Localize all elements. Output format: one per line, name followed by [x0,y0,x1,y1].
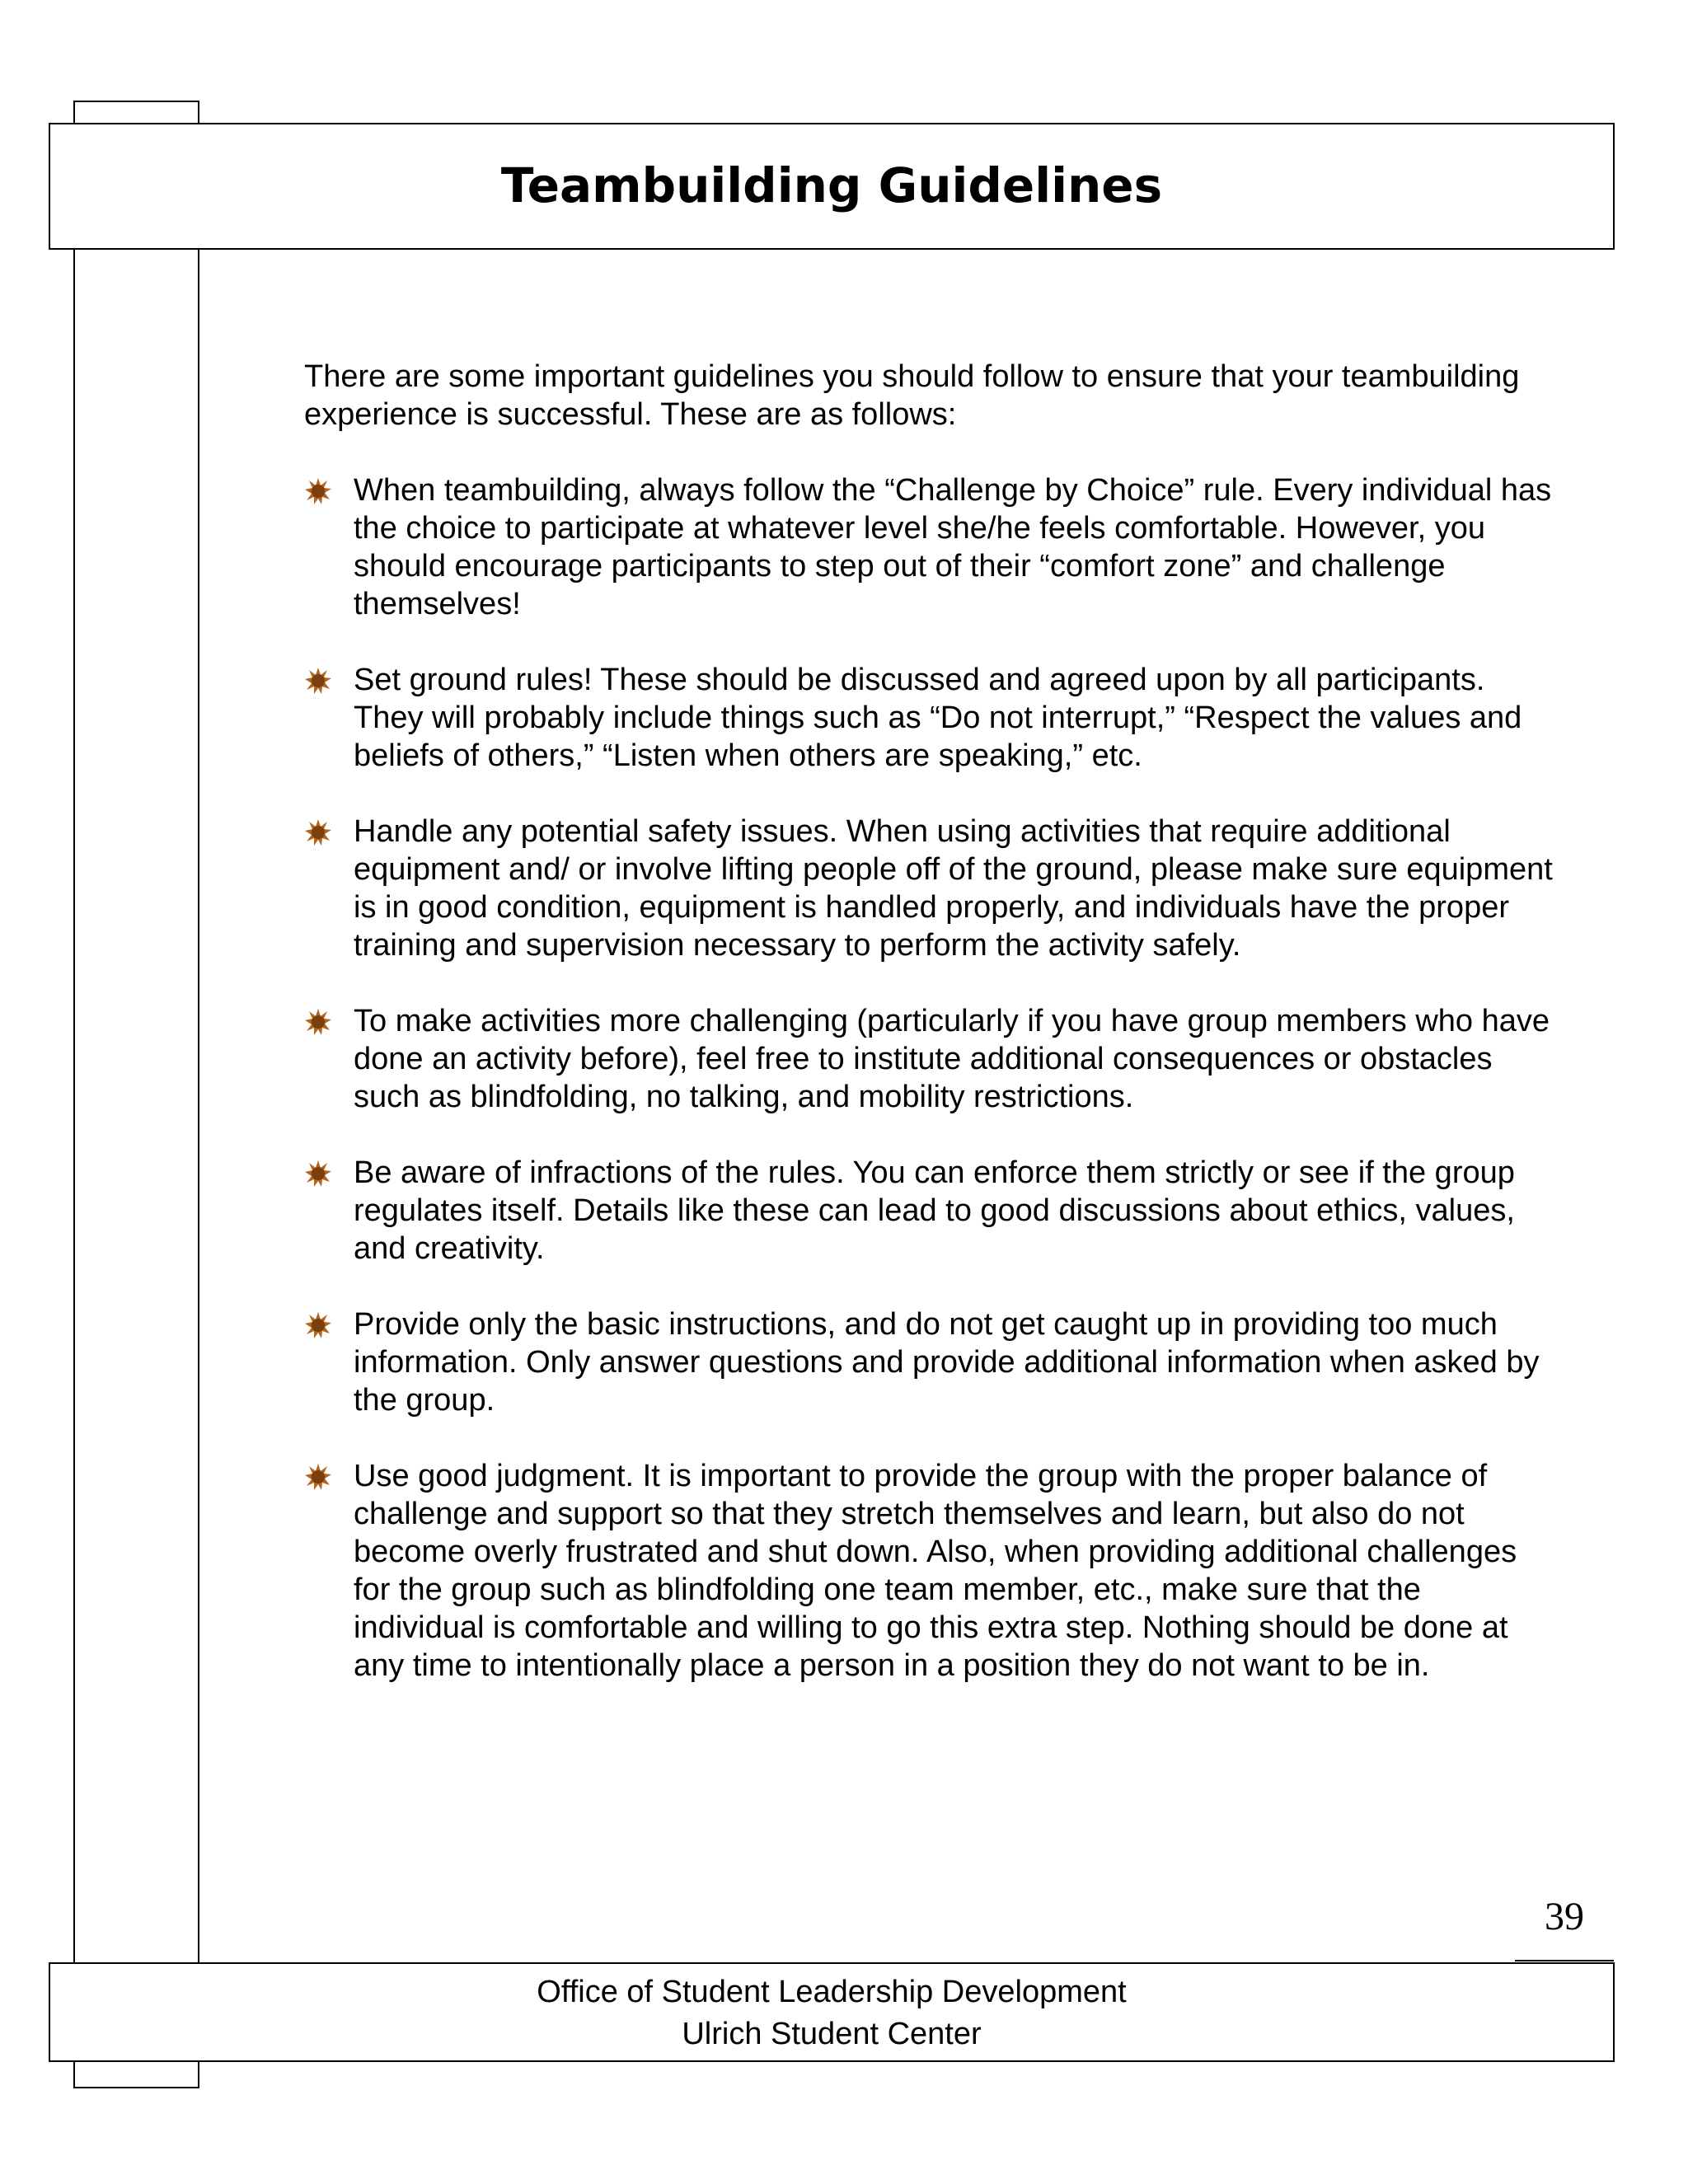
guideline-item [304,1305,1557,1419]
guideline-item [304,1457,1557,1685]
footer-box [49,1962,1615,2062]
page-number: 39 [1545,1895,1584,1938]
main-content [304,358,1557,1722]
starburst-bullet-icon [304,1311,332,1339]
guideline-item [304,1154,1557,1268]
guideline-item [304,813,1557,964]
guideline-text: Use good judgment. It is important to provide the group with the proper balance of challenge and support so that they stretch themselves and learn, but also do not become overly frustrated and shut down. Also, when providing additional challenges for the group such as blindfolding one team member, etc., make sure that the individual is comfortable and willing to go this extra step. Nothing should be done at any time to intentionally place a person in a position they do not want to be in. [354,1459,1517,1683]
guideline-item [304,1002,1557,1116]
intro-paragraph: There are some important guidelines you should follow to ensure that your teambuilding experience is successful. These are as follows: [304,359,1520,432]
guideline-text: Be aware of infractions of the rules. You can enforce them strictly or see if the group regulates itself. Details like these can lead to good discussions about ethics, values, and creativity. [354,1155,1515,1266]
page-number-rule [1515,1960,1614,1961]
guideline-text: When teambuilding, always follow the “Challenge by Choice” rule. Every individual has the choice to participate at whatever level she/he feels comfortable. However, you should encourage participants to step out of their “comfort zone” and challenge themselves! [354,473,1552,621]
header-box [49,123,1615,250]
starburst-bullet-icon [304,1463,332,1491]
guideline-item [304,471,1557,623]
footer-office-name: Office of Student Leadership Development [537,1975,1127,2009]
starburst-bullet-icon [304,818,332,846]
starburst-bullet-icon [304,1008,332,1036]
guideline-text: Handle any potential safety issues. When using activities that require additional equipment and/ or involve lifting people off of the ground, please make sure equipment is in good condition, equipment is handled properly, and individuals have the proper training and supervision necessary to perform the activity safely. [354,814,1553,963]
guideline-item [304,661,1557,775]
footer-building-name: Ulrich Student Center [682,2017,982,2051]
page-frame-spine [73,101,199,2088]
starburst-bullet-icon [304,1160,332,1188]
guideline-text: To make activities more challenging (particularly if you have group members who have done an activity before), feel free to institute additional consequences or obstacles such as blindfolding, no talking, and mobility restrictions. [354,1004,1550,1114]
starburst-bullet-icon [304,477,332,505]
guideline-text: Set ground rules! These should be discussed and agreed upon by all participants. They will probably include things such as “Do not interrupt,” “Respect the values and beliefs of others,” “Listen when others are speaking,” etc. [354,663,1522,773]
page-title: Teambuilding Guidelines [500,157,1163,213]
guideline-text: Provide only the basic instructions, and do not get caught up in providing too much information. Only answer questions and provide additional information when asked by the group. [354,1307,1540,1418]
starburst-bullet-icon [304,667,332,695]
